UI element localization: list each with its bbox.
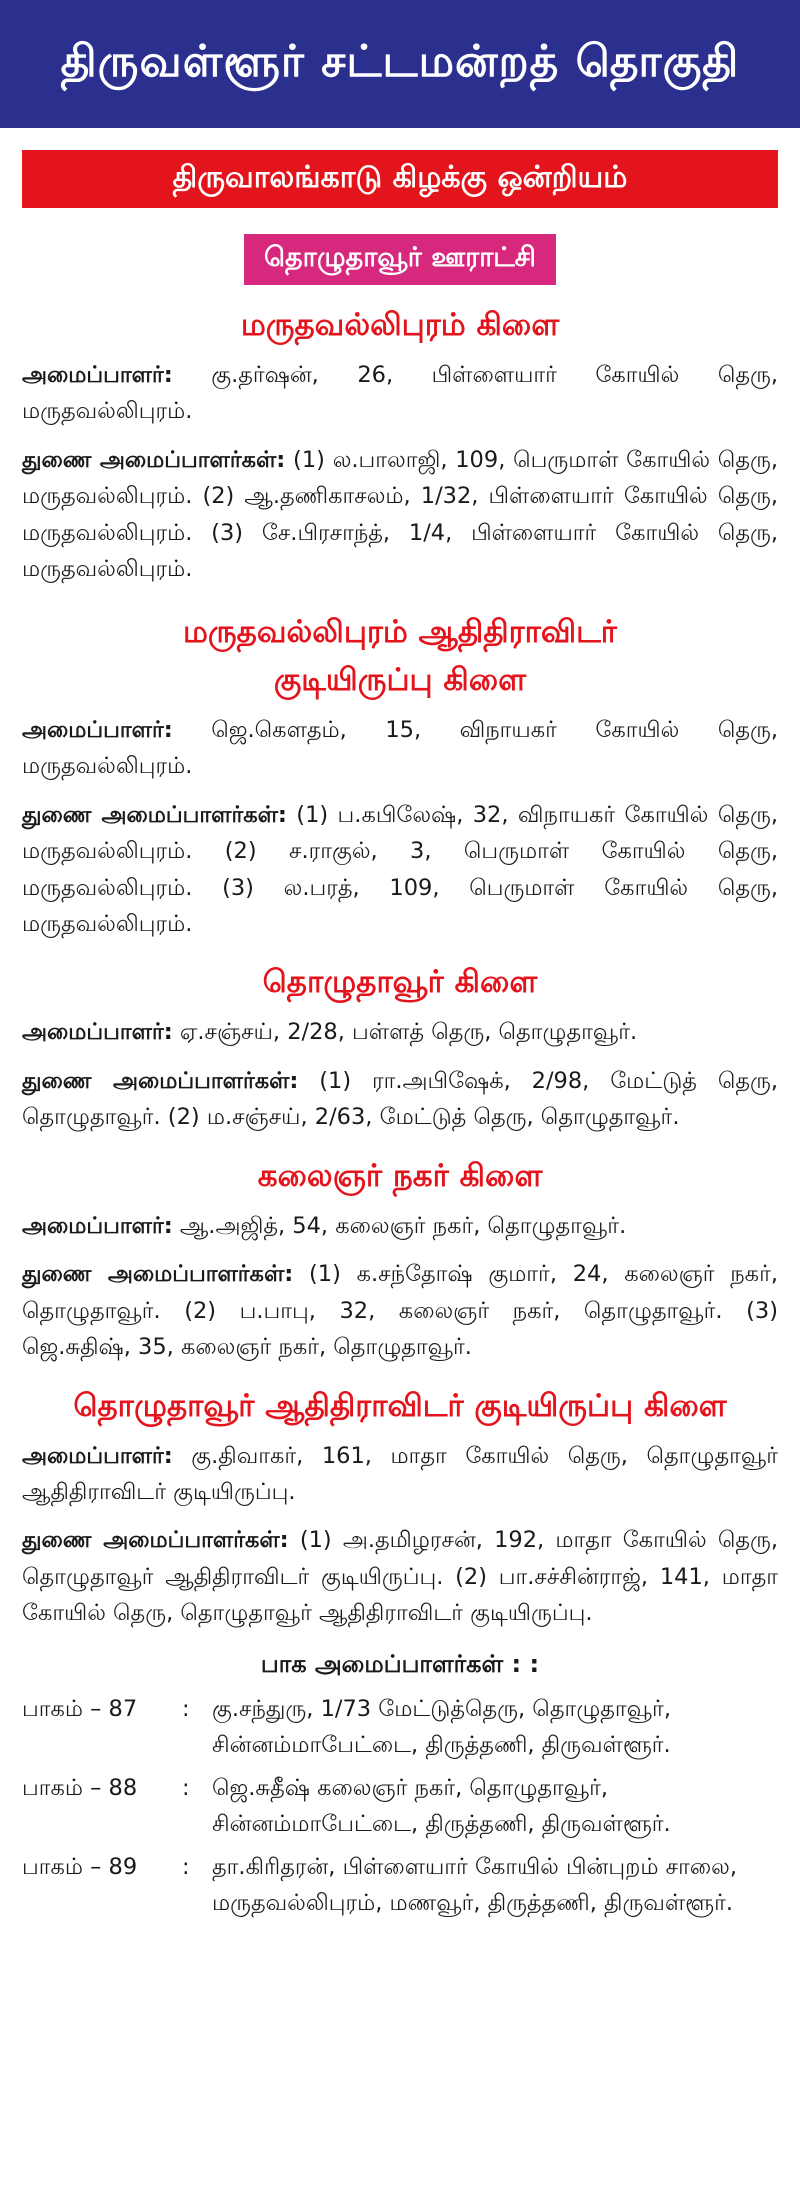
booth-number: பாகம் – 89: [22, 1853, 138, 1880]
union-bar: [22, 150, 778, 208]
branch-section: [22, 958, 778, 1135]
booth-row: [22, 1849, 778, 1922]
deputies-text: (1) ரா.அபிஷேக், 2/98, மேட்டுத் தெரு, தொழுதாவூர். (2) ம.சஞ்சய், 2/63, மேட்டுத் தெரு, தொழுதாவூர்.: [22, 1067, 778, 1131]
deputies-label: துணை அமைப்பாளர்கள்:: [22, 801, 287, 828]
branch-title-line: குடியிருப்பு கிளை: [273, 661, 527, 698]
branch-title: தொழுதாவூர் கிளை: [262, 964, 538, 1001]
branch-title: கலைஞர் நகர் கிளை: [257, 1157, 543, 1194]
deputies-label: துணை அமைப்பாளர்கள்:: [22, 446, 286, 473]
booth-address: கு.சந்துரு, 1/73 மேட்டுத்தெரு, தொழுதாவூர், சின்னம்மாபேட்டை, திருத்தணி, திருவள்ளூர்.: [212, 1695, 671, 1759]
organizer-text: கு.தர்ஷன், 26, பிள்ளையார் கோயில் தெரு, மருதவல்லிபுரம்.: [22, 362, 778, 425]
booth-colon: :: [182, 1774, 190, 1801]
branch-section: [22, 1382, 778, 1632]
branch-title: தொழுதாவூர் ஆதிதிராவிடர் குடியிருப்பு கிளை: [73, 1387, 727, 1424]
organizer-text: ஜெ.கௌதம், 15, விநாயகர் கோயில் தெரு, மருதவல்லிபுரம்.: [22, 716, 778, 780]
deputies-text: (1) க.சந்தோஷ் குமார், 24, கலைஞர் நகர், தொழுதாவூர். (2) ப.பாபு, 32, கலைஞர் நகர், தொழுதாவூர். (3) ஜெ.சுதிஷ், 35, கலைஞர் நகர், தொழுதாவூர்.: [22, 1261, 778, 1361]
booth-number: பாகம் – 88: [22, 1774, 138, 1801]
branch-title: [22, 608, 778, 704]
booth-section: [22, 1650, 778, 1922]
booth-title: பாக அமைப்பாளர்கள் : :: [260, 1649, 540, 1678]
union-title: திருவாலங்காடு கிழக்கு ஒன்றியம்: [172, 159, 628, 195]
booth-row: [22, 1770, 778, 1843]
deputies-paragraph: [22, 1522, 778, 1631]
booth-address: தா.கிரிதரன், பிள்ளையார் கோயில் பின்புறம் சாலை, மருதவல்லிபுரம், மணவூர், திருத்தணி, திருவள்ளூர்.: [212, 1853, 738, 1916]
constituency-banner: [0, 0, 800, 128]
deputies-paragraph: [22, 1256, 778, 1365]
deputies-label: துணை அமைப்பாளர்கள்:: [22, 1261, 294, 1288]
deputies-label: துணை அமைப்பாளர்கள்:: [22, 1527, 289, 1554]
organizer-text: ஏ.சஞ்சய், 2/28, பள்ளத் தெரு, தொழுதாவூர்.: [172, 1019, 638, 1046]
deputies-text: (1) ல.பாலாஜி, 109, பெருமாள் கோயில் தெரு, மருதவல்லிபுரம். (2) ஆ.தணிகாசலம், 1/32, பிள்ளையார் கோயில் தெரு, மருதவல்லிபுரம். (3) சே.பிரசாந்த், 1/4, பிள்ளையார் கோயில் தெரு, மருதவல்லிபுரம்.: [22, 446, 778, 583]
branch-title-line: மருதவல்லிபுரம் ஆதிதிராவிடர்: [182, 613, 617, 650]
organizer-paragraph: [22, 1208, 778, 1244]
branch-section: [22, 301, 778, 588]
organizer-label: அமைப்பாளர்:: [22, 1212, 173, 1239]
organizer-label: அமைப்பாளர்:: [22, 1019, 173, 1046]
deputies-paragraph: [22, 797, 778, 943]
branch-section: [22, 1152, 778, 1366]
deputies-paragraph: [22, 442, 778, 588]
booth-colon: :: [182, 1695, 190, 1722]
organizer-paragraph: [22, 1014, 778, 1050]
organizer-label: அமைப்பாளர்:: [22, 716, 173, 743]
deputies-paragraph: [22, 1063, 778, 1136]
organizer-text: கு.திவாகர், 161, மாதா கோயில் தெரு, தொழுதாவூர் ஆதிதிராவிடர் குடியிருப்பு.: [22, 1442, 778, 1506]
organizer-paragraph: [22, 1438, 778, 1511]
organizer-paragraph: [22, 357, 778, 430]
booth-address: ஜெ.சுதீஷ் கலைஞர் நகர், தொழுதாவூர், சின்னம்மாபேட்டை, திருத்தணி, திருவள்ளூர்.: [212, 1774, 671, 1838]
organizer-label: அமைப்பாளர்:: [22, 1442, 173, 1469]
organizer-label: அமைப்பாளர்:: [22, 362, 173, 389]
booth-number: பாகம் – 87: [22, 1695, 138, 1722]
organizer-paragraph: [22, 712, 778, 785]
branch-section: [22, 608, 778, 943]
booth-row: [22, 1691, 778, 1764]
deputies-text: (1) ப.கபிலேஷ், 32, விநாயகர் கோயில் தெரு, மருதவல்லிபுரம். (2) ச.ராகுல், 3, பெருமாள் கோயில் தெரு, மருதவல்லிபுரம். (3) ல.பரத், 109, பெருமாள் கோயில் தெரு, மருதவல்லிபுரம்.: [22, 801, 778, 937]
panchayat-title: தொழுதாவூர் ஊராட்சி: [244, 234, 556, 285]
panchayat-wrap: [22, 234, 778, 285]
deputies-text: (1) அ.தமிழரசன், 192, மாதா கோயில் தெரு, தொழுதாவூர் ஆதிதிராவிடர் குடியிருப்பு. (2) பா.சச்சின்ராஜ், 141, மாதா கோயில் தெரு, தொழுதாவூர் ஆதிதிராவிடர் குடியிருப்பு.: [22, 1527, 778, 1627]
organizer-text: ஆ.அஜித், 54, கலைஞர் நகர், தொழுதாவூர்.: [172, 1212, 627, 1239]
booth-colon: :: [182, 1853, 190, 1880]
document-body: [0, 150, 800, 1921]
branch-title: மருதவல்லிபுரம் கிளை: [240, 307, 560, 343]
constituency-title: திருவள்ளூர் சட்டமன்றத் தொகுதி: [60, 35, 740, 87]
deputies-label: துணை அமைப்பாளர்கள்:: [22, 1067, 299, 1094]
